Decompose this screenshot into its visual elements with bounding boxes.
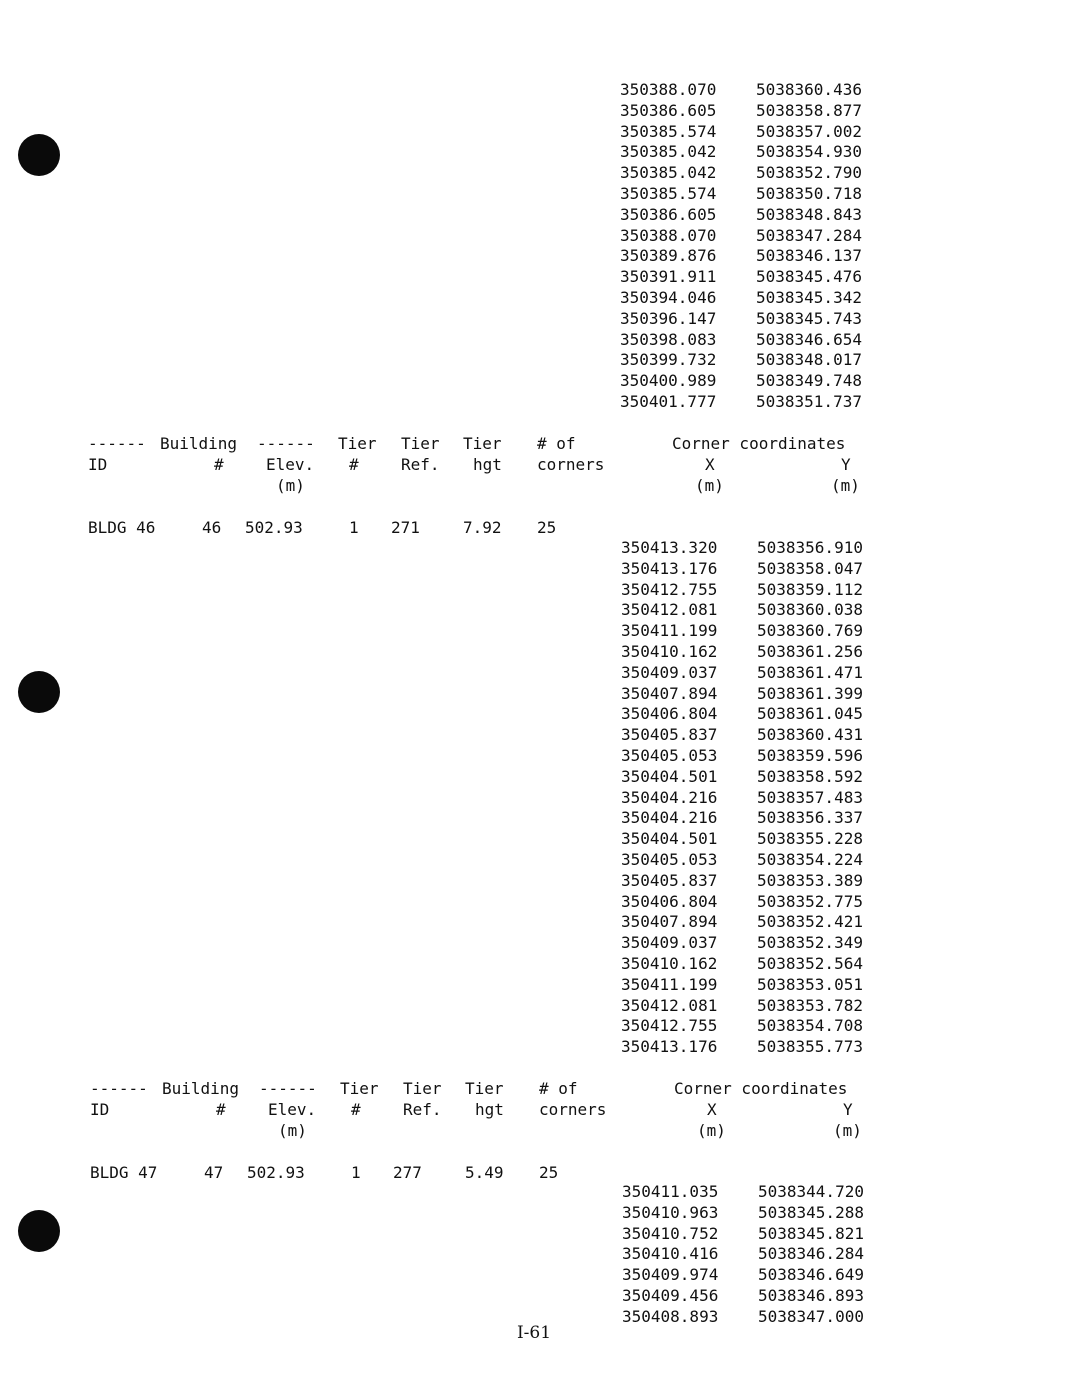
top-coordinate-list [620,80,880,413]
coordinate-x-value: 350406.804 [621,891,718,911]
coordinate-row [621,621,881,642]
coordinate-y-value: 5038346.137 [756,246,862,266]
coordinate-x-value: 350385.574 [620,183,717,203]
coordinate-y-value: 5038345.476 [756,267,862,287]
building-46-coordinate-list [621,538,881,1058]
coordinate-x-value: 350410.162 [621,953,718,973]
header-building-num: # [216,1100,226,1119]
coordinate-x-value: 350412.755 [621,579,718,599]
coordinate-row [621,996,881,1017]
coordinate-row [622,1244,882,1265]
coordinate-x-value: 350386.605 [620,100,717,120]
header-tier-num: # [351,1100,361,1119]
coordinate-y-value: 5038352.790 [756,163,862,183]
coordinate-y-value: 5038357.002 [756,121,862,141]
coordinate-x-value: 350385.042 [620,163,717,183]
coordinate-y-value: 5038360.431 [757,725,863,745]
coordinate-y-value: 5038345.743 [756,308,862,328]
coordinate-row [621,975,881,996]
coordinate-x-value: 350401.777 [620,391,717,411]
coordinate-x-value: 350412.081 [621,995,718,1015]
coordinate-row [621,538,881,559]
coordinate-y-value: 5038360.769 [757,621,863,641]
coordinate-row [620,184,880,205]
header-elev-unit: (m) [278,1121,307,1140]
coordinate-row [622,1265,882,1286]
header-tier-num: # [349,455,359,474]
coordinate-y-value: 5038358.047 [757,558,863,578]
coordinate-x-value: 350405.837 [621,870,718,890]
building-row-46 [0,518,1068,540]
coordinate-y-value: 5038358.877 [756,100,862,120]
coordinate-y-value: 5038357.483 [757,787,863,807]
coordinate-x-value: 350391.911 [620,267,717,287]
header-dashes-right: ------ [259,1079,317,1098]
tier-reference: 271 [391,518,420,537]
coordinate-row [621,892,881,913]
coordinate-row [621,767,881,788]
coordinate-x-value: 350411.199 [621,974,718,994]
header-tier: Tier [338,434,377,453]
coordinate-y-value: 5038356.337 [757,808,863,828]
coordinate-row [621,746,881,767]
coordinate-x-value: 350404.501 [621,829,718,849]
coordinate-x-value: 350412.081 [621,600,718,620]
coordinate-row [622,1182,882,1203]
coordinate-y-value: 5038361.045 [757,704,863,724]
header-elev: Elev. [268,1100,317,1119]
coordinate-x-value: 350398.083 [620,329,717,349]
coordinate-x-value: 350394.046 [620,287,717,307]
header-hgt: hgt [473,455,502,474]
header-corners: corners [537,455,605,474]
coordinate-row [621,1037,881,1058]
coordinate-row [620,163,880,184]
coordinate-x-value: 350396.147 [620,308,717,328]
header-x-unit: (m) [697,1121,726,1140]
header-tier: Tier [463,434,502,453]
coordinate-y-value: 5038360.038 [757,600,863,620]
coordinate-row [620,246,880,267]
coordinate-y-value: 5038346.893 [758,1285,864,1305]
coordinate-x-value: 350412.755 [621,1016,718,1036]
coordinate-y-value: 5038350.718 [756,183,862,203]
coordinate-y-value: 5038352.564 [757,953,863,973]
header-id: ID [88,455,108,474]
header-y: Y [843,1100,853,1119]
coordinate-y-value: 5038354.224 [757,849,863,869]
header-y: Y [841,455,851,474]
coordinate-x-value: 350408.893 [622,1306,719,1326]
coordinate-x-value: 350389.876 [620,246,717,266]
tier-reference: 277 [393,1163,422,1182]
header-building: Building [162,1079,240,1098]
coordinate-row [620,226,880,247]
coordinate-x-value: 350407.894 [621,912,718,932]
coordinate-row [621,704,881,725]
header-corners: corners [539,1100,607,1119]
corner-count: 25 [537,518,557,537]
building-elevation: 502.93 [245,518,303,537]
building-id: BLDG 47 [90,1163,158,1182]
building-id: BLDG 46 [88,518,156,537]
coordinate-x-value: 350400.989 [620,371,717,391]
coordinate-row [621,808,881,829]
header-num-of: # of [539,1079,578,1098]
coordinate-row [620,330,880,351]
coordinate-x-value: 350404.501 [621,766,718,786]
coordinate-x-value: 350409.974 [622,1265,719,1285]
tier-height: 7.92 [463,518,502,537]
tier-number: 1 [351,1163,361,1182]
coordinate-x-value: 350385.042 [620,142,717,162]
coordinate-y-value: 5038356.910 [757,538,863,557]
header-ref: Ref. [401,455,440,474]
coordinate-y-value: 5038346.654 [756,329,862,349]
coordinate-row [620,267,880,288]
header-y-unit: (m) [833,1121,862,1140]
coordinate-row [621,788,881,809]
coordinate-y-value: 5038345.821 [758,1223,864,1243]
coordinate-row [622,1203,882,1224]
coordinate-row [621,684,881,705]
header-hgt: hgt [475,1100,504,1119]
coordinate-row [621,850,881,871]
coordinate-y-value: 5038345.342 [756,287,862,307]
coordinate-y-value: 5038352.775 [757,891,863,911]
coordinate-x-value: 350388.070 [620,80,717,99]
coordinate-x-value: 350404.216 [621,787,718,807]
header-building-num: # [214,455,224,474]
header-elev-unit: (m) [276,476,305,495]
header-tier: Tier [401,434,440,453]
coordinate-x-value: 350413.320 [621,538,718,557]
header-tier: Tier [465,1079,504,1098]
coordinate-y-value: 5038346.284 [758,1244,864,1264]
coordinate-y-value: 5038361.256 [757,641,863,661]
coordinate-x-value: 350405.053 [621,745,718,765]
coordinate-y-value: 5038354.708 [757,1016,863,1036]
coordinate-y-value: 5038345.288 [758,1202,864,1222]
header-y-unit: (m) [831,476,860,495]
header-corner-coordinates: Corner coordinates [672,434,846,453]
building-row-47 [2,1163,1068,1185]
binder-hole-middle [18,671,60,713]
binder-hole-top [18,134,60,176]
coordinate-x-value: 350388.070 [620,225,717,245]
coordinate-x-value: 350411.199 [621,621,718,641]
coordinate-x-value: 350405.053 [621,849,718,869]
coordinate-row [622,1286,882,1307]
coordinate-x-value: 350409.037 [621,662,718,682]
coordinate-row [620,309,880,330]
header-building: Building [160,434,238,453]
header-id: ID [90,1100,110,1119]
coordinate-row [620,371,880,392]
table-header-1 [0,434,1068,504]
coordinate-row [620,122,880,143]
header-x-unit: (m) [695,476,724,495]
coordinate-x-value: 350413.176 [621,1037,718,1057]
header-elev: Elev. [266,455,315,474]
coordinate-row [621,829,881,850]
coordinate-x-value: 350410.162 [621,641,718,661]
coordinate-row [620,288,880,309]
building-47-coordinate-list [622,1182,882,1328]
coordinate-y-value: 5038349.748 [756,371,862,391]
coordinate-y-value: 5038347.000 [758,1306,864,1326]
coordinate-row [621,725,881,746]
coordinate-y-value: 5038353.782 [757,995,863,1015]
coordinate-x-value: 350404.216 [621,808,718,828]
page-number: I-61 [516,1323,552,1343]
coordinate-row [621,663,881,684]
table-header-2 [2,1079,1068,1149]
coordinate-row [622,1224,882,1245]
coordinate-x-value: 350409.456 [622,1285,719,1305]
coordinate-x-value: 350406.804 [621,704,718,724]
binder-hole-bottom [18,1210,60,1252]
coordinate-y-value: 5038353.051 [757,974,863,994]
coordinate-row [621,600,881,621]
coordinate-row [621,954,881,975]
tier-height: 5.49 [465,1163,504,1182]
coordinate-row [621,871,881,892]
coordinate-x-value: 350399.732 [620,350,717,370]
header-x: X [705,455,715,474]
coordinate-y-value: 5038361.471 [757,662,863,682]
header-dashes-left: ------ [88,434,146,453]
coordinate-y-value: 5038351.737 [756,391,862,411]
coordinate-x-value: 350411.035 [622,1182,719,1201]
coordinate-x-value: 350385.574 [620,121,717,141]
header-tier: Tier [403,1079,442,1098]
coordinate-y-value: 5038352.349 [757,933,863,953]
coordinate-row [620,350,880,371]
header-dashes-left: ------ [90,1079,148,1098]
header-x: X [707,1100,717,1119]
coordinate-row [621,933,881,954]
coordinate-x-value: 350405.837 [621,725,718,745]
building-number: 46 [202,518,222,537]
header-ref: Ref. [403,1100,442,1119]
coordinate-y-value: 5038347.284 [756,225,862,245]
coordinate-row [620,101,880,122]
building-elevation: 502.93 [247,1163,305,1182]
coordinate-row [621,642,881,663]
coordinate-row [620,392,880,413]
coordinate-row [620,80,880,101]
coordinate-y-value: 5038348.017 [756,350,862,370]
coordinate-x-value: 350386.605 [620,204,717,224]
coordinate-x-value: 350410.752 [622,1223,719,1243]
coordinate-y-value: 5038359.112 [757,579,863,599]
coordinate-x-value: 350410.416 [622,1244,719,1264]
coordinate-row [621,580,881,601]
coordinate-y-value: 5038355.773 [757,1037,863,1057]
coordinate-row [621,1016,881,1037]
coordinate-row [620,142,880,163]
coordinate-row [621,912,881,933]
coordinate-y-value: 5038358.592 [757,766,863,786]
corner-count: 25 [539,1163,559,1182]
building-number: 47 [204,1163,224,1182]
header-dashes-right: ------ [257,434,315,453]
coordinate-row [621,559,881,580]
coordinate-y-value: 5038359.596 [757,745,863,765]
coordinate-x-value: 350409.037 [621,933,718,953]
coordinate-x-value: 350413.176 [621,558,718,578]
coordinate-y-value: 5038348.843 [756,204,862,224]
coordinate-x-value: 350407.894 [621,683,718,703]
coordinate-y-value: 5038346.649 [758,1265,864,1285]
header-corner-coordinates: Corner coordinates [674,1079,848,1098]
coordinate-y-value: 5038360.436 [756,80,862,99]
header-tier: Tier [340,1079,379,1098]
coordinate-y-value: 5038354.930 [756,142,862,162]
coordinate-y-value: 5038361.399 [757,683,863,703]
coordinate-y-value: 5038353.389 [757,870,863,890]
header-num-of: # of [537,434,576,453]
tier-number: 1 [349,518,359,537]
coordinate-y-value: 5038352.421 [757,912,863,932]
coordinate-row [620,205,880,226]
coordinate-y-value: 5038355.228 [757,829,863,849]
coordinate-y-value: 5038344.720 [758,1182,864,1201]
coordinate-x-value: 350410.963 [622,1202,719,1222]
